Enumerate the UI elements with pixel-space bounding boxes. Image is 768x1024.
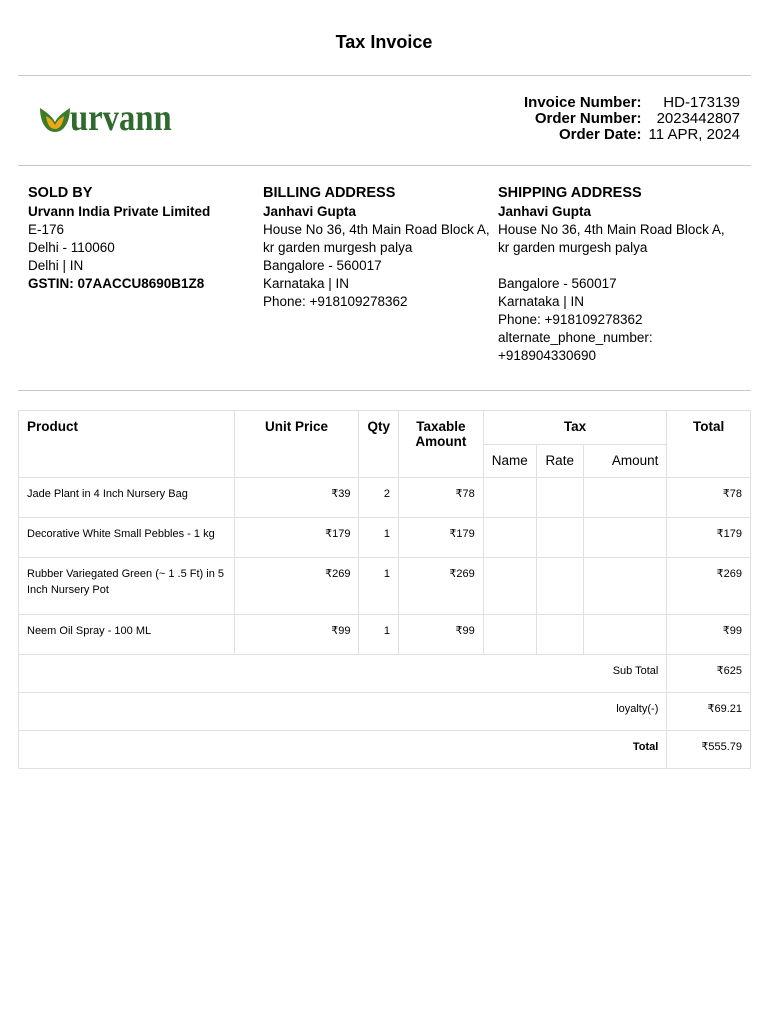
qty-cell: 2 [359, 478, 399, 518]
tax-amount-cell [583, 558, 667, 615]
product-cell: Neem Oil Spray - 100 ML [19, 615, 235, 655]
order-number-label: Order Number: [534, 110, 642, 127]
alternate-phone-label: alternate_phone_number: [498, 330, 653, 345]
tax-rate-cell [536, 615, 583, 655]
qty-cell: 1 [359, 518, 399, 558]
divider [18, 75, 751, 76]
total-cell: ₹99 [667, 615, 751, 655]
shipping-address-line: Karnataka | IN [498, 294, 585, 309]
table-row [19, 615, 751, 655]
header-tax: Tax [483, 411, 667, 445]
summary-row [19, 731, 751, 769]
qty-cell: 1 [359, 558, 399, 615]
header-qty: Qty [359, 411, 399, 478]
shipping-heading: SHIPPING ADDRESS [498, 185, 642, 201]
summary-value: ₹69.21 [667, 693, 751, 731]
qty-cell: 1 [359, 615, 399, 655]
header-product: Product [19, 411, 235, 478]
shipping-address-line: kr garden murgesh palya [498, 240, 648, 255]
leaf-icon [38, 102, 72, 134]
shipping-address-line: Bangalore - 560017 [498, 276, 617, 291]
tax-rate-cell [536, 518, 583, 558]
header-tax-rate: Rate [536, 444, 583, 478]
header-taxable-amount: Taxable Amount [398, 411, 483, 478]
unit-price-cell: ₹39 [234, 478, 359, 518]
total-cell: ₹78 [667, 478, 751, 518]
seller-address-line: E-176 [28, 222, 65, 237]
billing-name: Janhavi Gupta [263, 204, 357, 219]
alternate-phone-value: +918904330690 [498, 348, 596, 363]
total-cell: ₹179 [667, 518, 751, 558]
shipping-name: Janhavi Gupta [498, 204, 592, 219]
header-tax-name: Name [483, 444, 536, 478]
sold-by-heading: SOLD BY [28, 185, 93, 201]
tax-amount-cell [583, 478, 667, 518]
summary-label: Sub Total [19, 655, 667, 693]
summary-row [19, 655, 751, 693]
brand-wordmark: urvann [70, 97, 172, 139]
billing-address-line: Karnataka | IN [263, 276, 350, 291]
seller-address-line: Delhi | IN [28, 258, 84, 273]
billing-address-block [263, 184, 491, 311]
tax-name-cell [483, 478, 536, 518]
taxable-amount-cell: ₹179 [398, 518, 483, 558]
unit-price-cell: ₹179 [234, 518, 359, 558]
tax-rate-cell [536, 558, 583, 615]
invoice-meta [524, 95, 740, 143]
table-row [19, 478, 751, 518]
tax-name-cell [483, 615, 536, 655]
brand-logo [38, 96, 188, 140]
tax-amount-cell [583, 615, 667, 655]
header-unit-price: Unit Price [234, 411, 359, 478]
tax-name-cell [483, 518, 536, 558]
billing-phone: Phone: +918109278362 [263, 294, 408, 309]
billing-address-line: kr garden murgesh palya [263, 240, 413, 255]
tax-name-cell [483, 558, 536, 615]
order-date-label: Order Date: [559, 126, 642, 143]
divider [18, 165, 751, 166]
shipping-phone: Phone: +918109278362 [498, 312, 643, 327]
order-number-row [524, 111, 740, 127]
unit-price-cell: ₹269 [234, 558, 359, 615]
product-cell: Jade Plant in 4 Inch Nursery Bag [19, 478, 235, 518]
seller-address-line: Delhi - 110060 [28, 240, 115, 255]
product-cell: Decorative White Small Pebbles - 1 kg [19, 518, 235, 558]
invoice-number-label: Invoice Number: [524, 94, 642, 111]
taxable-amount-cell: ₹99 [398, 615, 483, 655]
invoice-number-row [524, 95, 740, 111]
seller-gstin: GSTIN: 07AACCU8690B1Z8 [28, 276, 205, 291]
items-table [18, 410, 751, 769]
summary-value: ₹625 [667, 655, 751, 693]
summary-row [19, 693, 751, 731]
document-title: Tax Invoice [335, 32, 433, 52]
billing-address-line: Bangalore - 560017 [263, 258, 382, 273]
total-cell: ₹269 [667, 558, 751, 615]
billing-heading: BILLING ADDRESS [263, 185, 396, 201]
product-cell: Rubber Variegated Green (~ 1 .5 Ft) in 5 Inch Nursery Pot [19, 558, 235, 615]
seller-name: Urvann India Private Limited [28, 204, 211, 219]
tax-rate-cell [536, 478, 583, 518]
summary-label: Total [19, 731, 667, 769]
taxable-amount-cell: ₹269 [398, 558, 483, 615]
shipping-address-block [498, 184, 738, 365]
table-row [19, 518, 751, 558]
summary-value: ₹555.79 [667, 731, 751, 769]
blank-line [498, 257, 738, 275]
invoice-number-value: HD-173139 [663, 94, 740, 111]
taxable-amount-cell: ₹78 [398, 478, 483, 518]
unit-price-cell: ₹99 [234, 615, 359, 655]
table-row [19, 558, 751, 615]
order-number-value: 2023442807 [656, 110, 740, 127]
order-date-value: 11 APR, 2024 [648, 126, 740, 143]
header-tax-amount: Amount [583, 444, 667, 478]
divider [18, 390, 751, 391]
shipping-address-line: House No 36, 4th Main Road Block A, [498, 222, 725, 237]
sold-by-block [28, 184, 253, 293]
order-date-row [524, 127, 740, 143]
billing-address-line: House No 36, 4th Main Road Block A, [263, 222, 490, 237]
summary-label: loyalty(-) [19, 693, 667, 731]
header-total: Total [667, 411, 751, 478]
tax-amount-cell [583, 518, 667, 558]
